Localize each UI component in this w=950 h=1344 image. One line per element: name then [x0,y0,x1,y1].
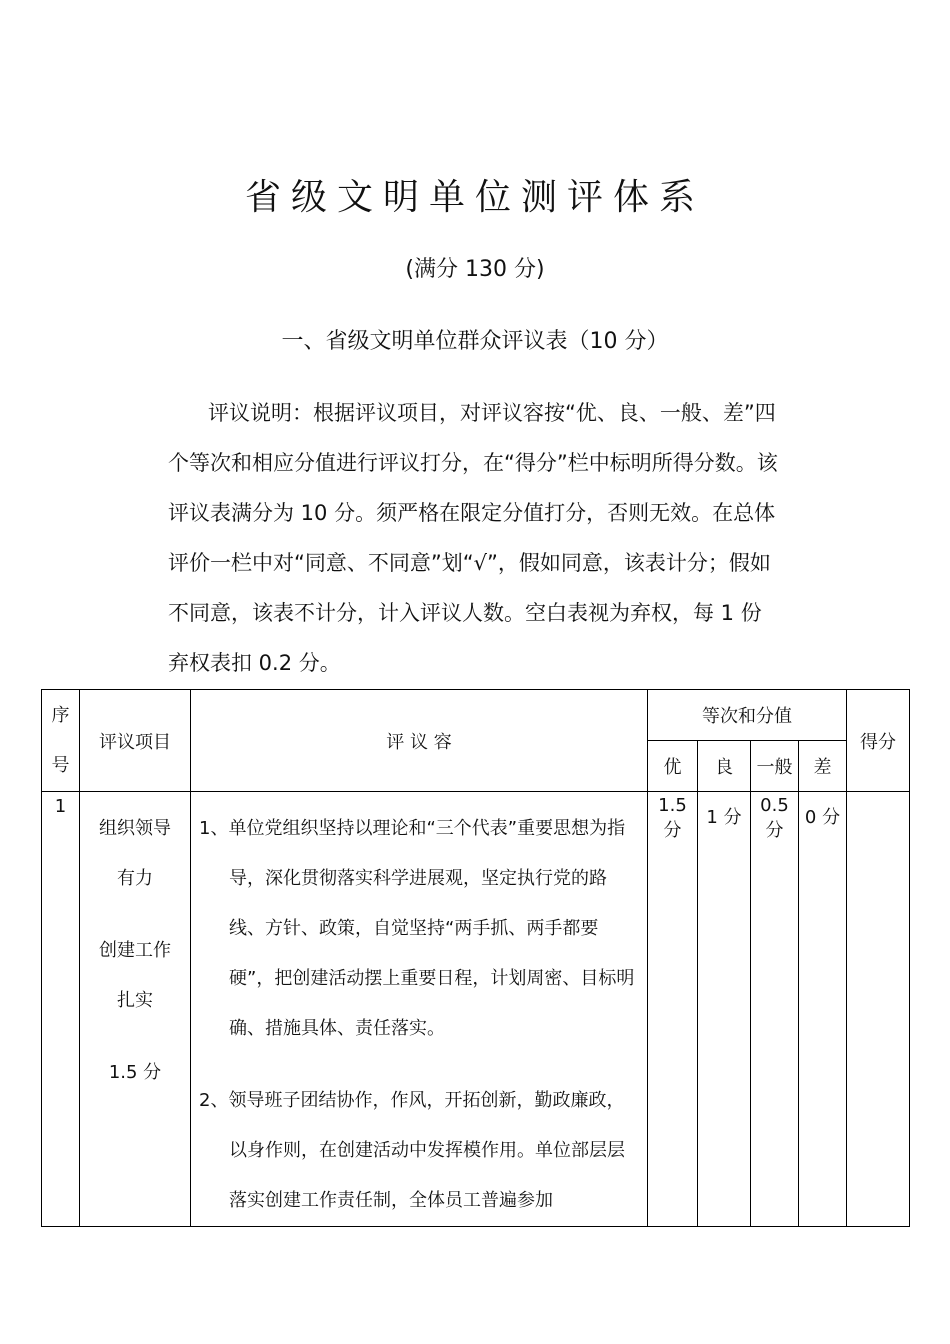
row-grade-good: 1 分 [698,792,751,1227]
header-grade-poor: 差 [799,741,847,792]
row-item-line1: 组织领导 [99,818,171,839]
row-item-points: 1.5 分 [108,1062,162,1083]
row-item-line2: 有力 [117,868,153,889]
row-grade-excellent-line1: 1.5 [658,795,687,816]
section-title: 一、省级文明单位群众评议表（10 分） [281,329,669,354]
document-subtitle: (满分 130 分) [405,257,545,282]
document-title: 省级文明单位测评体系 [244,177,705,218]
header-seq [42,690,80,792]
header-seq-line1: 序 [51,704,70,726]
header-grade-good: 良 [698,741,751,792]
row-seq: 1 [42,792,80,1227]
header-grade-fair: 一般 [751,741,799,792]
row-item-line3: 创建工作 [99,940,171,961]
header-grade-group: 等次和分值 [648,690,847,741]
row-content-paragraph-1: 1、单位党组织坚持以理论和“三个代表”重要思想为指导，深化贯彻落实科学进展观，坚定执行党的路线、方针、政策，自觉坚持“两手抓、两手都要硬”，把创建活动摆上重要日程，计划周密、目标明确、措施具体、责任落实。 [199,818,635,1039]
header-grade-excellent: 优 [648,741,698,792]
row-grade-poor: 0 分 [799,792,847,1227]
table-row [42,792,910,1227]
row-grade-excellent [648,792,698,1227]
row-item [80,792,191,1227]
row-grade-excellent-line2: 分 [663,820,682,841]
header-content: 评 议 容 [191,690,648,792]
row-content [191,792,648,1227]
header-item: 评议项目 [80,690,191,792]
table-header-row [42,690,910,741]
row-grade-fair-line2: 分 [765,820,784,841]
header-seq-line2: 号 [51,754,70,776]
evaluation-table [41,689,910,1227]
row-content-paragraph-2: 2、领导班子团结协作，作风，开拓创新，勤政廉政，以身作则，在创建活动中发挥模作用。单位部层层落实创建工作责任制，全体员工普遍参加 [199,1090,625,1211]
row-score-input[interactable] [847,792,910,1227]
row-grade-fair [751,792,799,1227]
row-grade-fair-line1: 0.5 [760,795,789,816]
evaluation-instructions: 评议说明：根据评议项目，对评议容按“优、良、一般、差”四个等次和相应分值进行评议打分，在“得分”栏中标明所得分数。该评议表满分为 10 分。须严格在限定分值打分，否则无效。在总体评价一栏中对“同意、不同意”划“√”，假如同意，该表计分；假如不同意，该表不计分，计入评议人数。空白表视为弃权，每 1 份弃权表扣 0.2 分。 [168,401,778,675]
row-item-line4: 扎实 [117,990,153,1011]
header-score: 得分 [847,690,910,792]
